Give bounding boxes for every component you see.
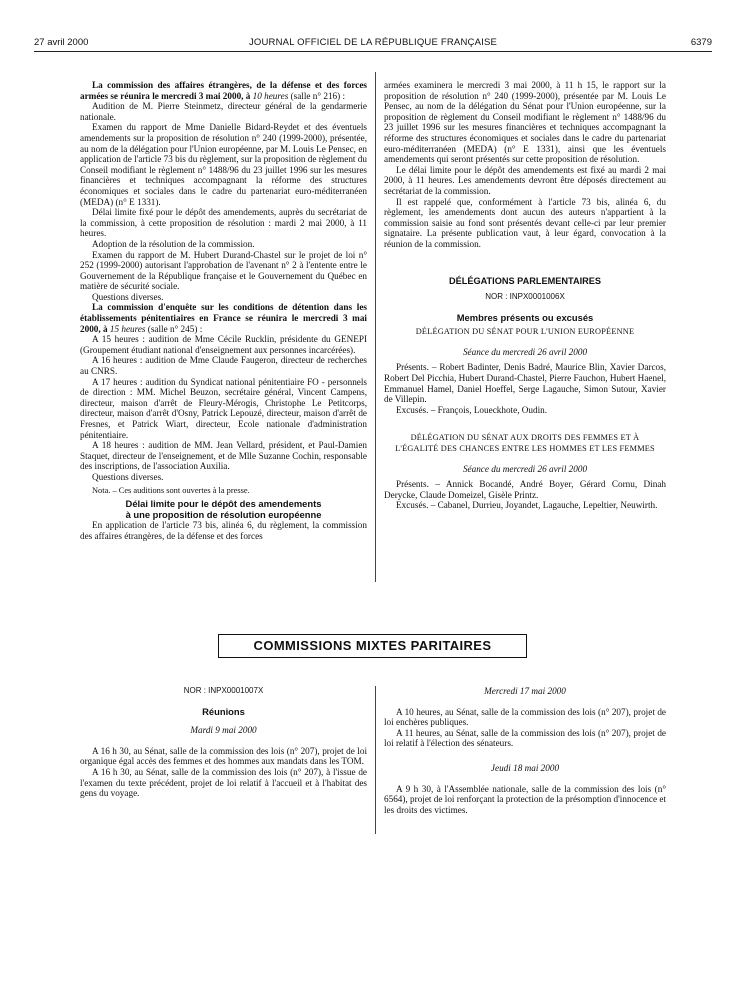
present-list: Présents. – Annick Bocandé, André Boyer, Gérard Cornu, Dinah Derycke, Claude Domeizel, Gisèle Printz.	[384, 479, 666, 500]
nor-reference: NOR : INPX0001006X	[485, 292, 565, 302]
paragraph: A 17 heures : audition du Syndicat national pénitentiaire FO - personnels de direction : MM. Michel Beuzon, secrétaire général, Vincent Campens, directeur, maison d'arrêt de Fleury-Mérogis, Christophe Le Petitcorps, directeur, maison d'arrêt d'Osny, Patrick Lepouzé, directeur, maison d'arrêt de Fresnes, et Patrick Wiart, directeur, Ecole nationale d'administration pénitentiaire.	[80, 376, 367, 440]
paragraph: En application de l'article 73 bis, alinéa 6, du règlement, la commission des affaires étrangères, de la défense et des forces	[80, 520, 367, 541]
column-divider	[375, 72, 376, 582]
meeting-date: Mercredi 17 mai 2000	[484, 686, 566, 696]
paragraph: Il est rappelé que, conformément à l'article 73 bis, alinéa 6, du règlement, les amendements dont aucun des auteurs n'appartient à la commission saisie au fond sont présentés devant celle-ci par leur premier signataire. La présente publication vaut, à leur égard, convocation à la réunion de la commission.	[384, 196, 666, 249]
nota: Nota. – Ces auditions sont ouvertes à la presse.	[92, 485, 250, 495]
page-header	[34, 37, 712, 51]
session-date: Séance du mercredi 26 avril 2000	[462, 346, 588, 357]
header-page-number: 6379	[690, 37, 712, 48]
paragraph: A 16 heures : audition de Mme Claude Faugeron, directeur de recherches au CNRS.	[80, 355, 367, 377]
paragraph: Examen du rapport de Mme Danielle Bidard-Reydet et des éventuels amendements sur la proposition de résolution n° 240 (1999-2000), présentée, au nom de la délégation pour l'Union européenne, par M. Louis Le Pensec, en application de l'article 73 bis du règlement, sur la proposition de règlement du Conseil modifiant le règlement n° 1488/96 du 23 juillet 1996 sur les mesures financières et techniques accompagnant la réforme des structures économiques et sociales dans le cadre du partenariat euro-méditerranéen (MEDA) (n° E 1331).	[80, 122, 367, 207]
subsection-title: Réunions	[202, 705, 245, 717]
right-column	[384, 80, 666, 511]
section-title: Délai limite pour le dépôt des amendements	[125, 498, 322, 510]
session-date: Séance du mercredi 26 avril 2000	[462, 463, 588, 474]
paragraph: Questions diverses.	[92, 471, 164, 482]
subsection-title: Membres présents ou excusés	[456, 311, 594, 323]
meeting-item: A 11 heures, au Sénat, salle de la commission des lois (n° 207), projet de loi relatif à l'élection des sénateurs.	[384, 727, 666, 749]
paragraph: La commission des affaires étrangères, de la défense et des forces armées se réunira le mercredi 3 mai 2000, à 10 heures (salle n° 216) :	[80, 80, 367, 101]
section-title: DÉLÉGATIONS PARLEMENTAIRES	[448, 275, 602, 286]
excused-list: Excusés. – François, Loueckhote, Oudin.	[396, 404, 548, 415]
paragraph: A 15 heures : audition de Mme Cécile Rucklin, présidente du GENEPI (Groupement étudiant national d'enseignement aux personnes incarcérées).	[80, 334, 367, 355]
paragraph: A 18 heures : audition de MM. Jean Vellard, président, et Paul-Damien Staquet, directeur de l'enseignement, et de Mlle Suzanne Cochin, responsable des inscriptions, de l'association Auxilia.	[80, 440, 367, 472]
column-divider	[375, 686, 376, 834]
paragraph: armées examinera le mercredi 3 mai 2000, à 11 h 15, le rapport sur la proposition de résolution n° 240 (1999-2000), présentée par M. Louis Le Pensec, au nom de la délégation du Sénat pour l'Union européenne, sur la proposition de règlement du Conseil modifiant le règlement n° 1488/96 du 23 juillet 1996 sur les mesures financières et techniques accompagnant la réforme des structures économiques et sociales dans le cadre du partenariat euro-méditerranéen (MEDA) (n° E 1331), ainsi que les éventuels amendements qui seront présentés sur cette proposition de résolution.	[384, 80, 666, 165]
cmp-section-title: COMMISSIONS MIXTES PARITAIRES	[218, 634, 527, 658]
cmp-right-column	[384, 686, 666, 815]
header-rule	[34, 51, 712, 52]
header-journal-title: JOURNAL OFFICIEL DE LA RÉPUBLIQUE FRANÇAISE	[248, 37, 498, 48]
delegation-name: DÉLÉGATION DU SÉNAT POUR L'UNION EUROPÉENNE	[415, 327, 635, 337]
excused-list: Excusés. – Cabanel, Durrieu, Joyandet, Lagauche, Lepeltier, Neuwirth.	[396, 500, 658, 511]
section-title: à une proposition de résolution européenne	[125, 508, 322, 520]
paragraph: Délai limite fixé pour le dépôt des amendements, auprès du secrétariat de la commission, à cette proposition de résolution : mardi 2 mai 2000, à 11 heures.	[80, 207, 367, 239]
paragraph: Audition de M. Pierre Steinmetz, directeur général de la gendarmerie nationale.	[80, 101, 367, 122]
meeting-item: A 16 h 30, au Sénat, salle de la commission des lois (n° 207), projet de loi organique égal accès des femmes et des hommes aux mandats dans les TOM.	[80, 745, 367, 767]
paragraph: Questions diverses.	[92, 291, 164, 302]
cmp-left-column	[80, 686, 367, 799]
meeting-item: A 9 h 30, à l'Assemblée nationale, salle de la commission des lois (n° 6564), projet de loi renforçant la protection de la présomption d'innocence et les droits des victimes.	[384, 783, 666, 815]
left-column	[80, 80, 367, 542]
meeting-item: A 16 h 30, au Sénat, salle de la commission des lois (n° 207), à l'issue de l'examen du texte précédent, projet de loi relatif à l'accueil et à l'habitat des gens du voyage.	[80, 766, 367, 799]
meeting-date: Jeudi 18 mai 2000	[490, 762, 560, 773]
paragraph: Examen du rapport de M. Hubert Durand-Chastel sur le projet de loi n° 252 (1999-2000) autorisant l'approbation de l'avenant n° 2 à l'entente entre le Gouvernement de la République française et le Gouvernement du Québec en matière de sécurité sociale.	[80, 249, 367, 292]
present-list: Présents. – Robert Badinter, Denis Badré, Maurice Blin, Xavier Darcos, Robert Del Picchia, Hubert Durand-Chastel, Pierre Fauchon, Hubert Haenel, Emmanuel Hamel, Daniel Hoeffel, Serge Lagauche, Simon Sutour, Xavier de Villepin.	[384, 362, 666, 405]
paragraph: Le délai limite pour le dépôt des amendements est fixé au mardi 2 mai 2000, à 11 heures. Les amendements devront être déposés directement au secrétariat de la commission.	[384, 164, 666, 196]
header-date: 27 avril 2000	[34, 37, 89, 48]
delegation-name: DÉLÉGATION DU SÉNAT AUX DROITS DES FEMMES ET À L'ÉGALITÉ DES CHANCES ENTRE LES HOMMES ET LES FEMMES	[395, 433, 655, 454]
meeting-item: A 10 heures, au Sénat, salle de la commission des lois (n° 207), projet de loi enchères publiques.	[384, 706, 666, 728]
meeting-date: Mardi 9 mai 2000	[190, 725, 257, 736]
nor-reference: NOR : INPX0001007X	[183, 686, 264, 695]
paragraph: Adoption de la résolution de la commission.	[92, 238, 255, 249]
paragraph: La commission d'enquête sur les conditions de détention dans les établissements pénitentiaires en France se réunira le mercredi 3 mai 2000, à 15 heures (salle n° 245) :	[80, 302, 367, 334]
